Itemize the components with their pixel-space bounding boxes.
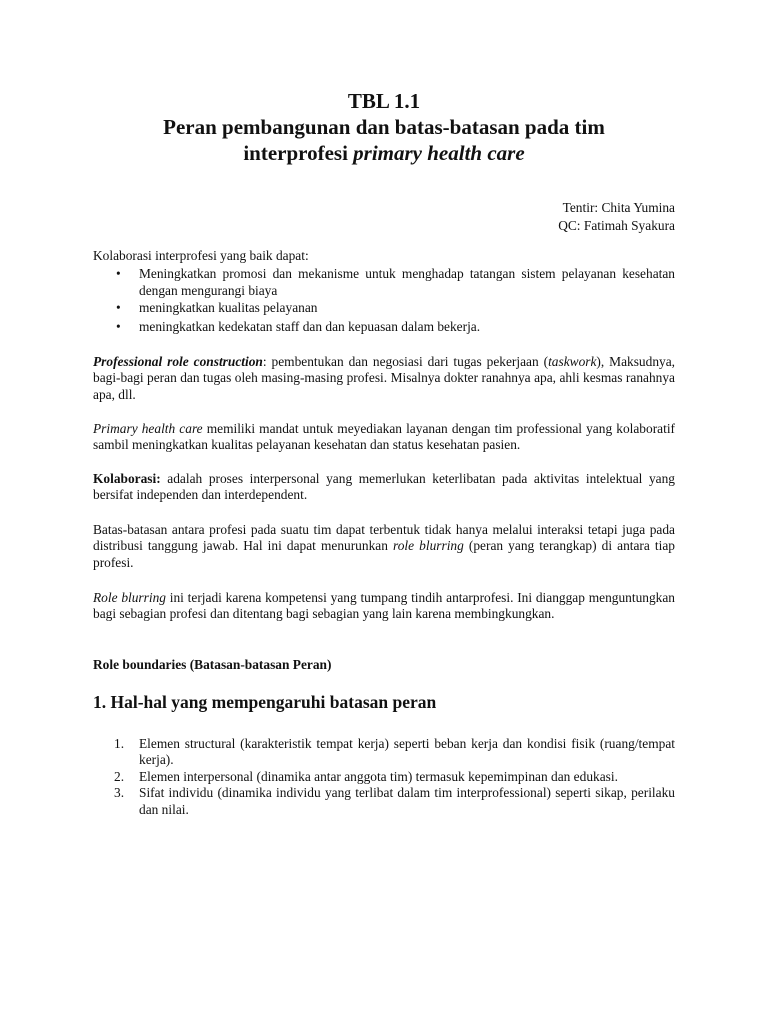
list-item-text: meningkatkan kualitas pelayanan — [139, 300, 318, 316]
list-item-text: Sifat individu (dinamika individu yang terlibat dalam tim interprofessional) seperti sikap, perilaku dan nilai. — [139, 785, 675, 817]
title-code: TBL 1.1 — [347, 89, 421, 113]
paragraph-role-blurring — [93, 590, 675, 623]
title-line — [93, 140, 675, 166]
list-number: 3. — [114, 785, 125, 801]
numbered-list — [93, 736, 675, 818]
paragraph-text: memiliki mandat untuk meyediakan layanan dengan tim professional yang kolaboratif sambil meningkatkan kualitas pelayanan kesehatan dan status kesehatan pasien. — [93, 421, 675, 453]
paragraph-text: ), Maksudnya, bagi-bagi peran dan tugas oleh masing-masing profesi. Misalnya dokter ranahnya apa, ahli kesmas ranahnya apa, dll. — [93, 354, 675, 402]
paragraph-text: (peran yang terangkap) di antara tiap profesi. — [93, 538, 675, 570]
bullet-icon: • — [116, 318, 121, 334]
paragraph-kolaborasi — [93, 471, 675, 504]
qc-credit: QC: Fatimah Syakura — [558, 218, 675, 233]
term-role-blurring: role blurring — [393, 538, 464, 554]
list-item-text: meningkatkan kedekatan staff dan dan kepuasan dalam bekerja. — [139, 318, 481, 334]
intro-section — [93, 248, 675, 335]
term-primary-health-care: Primary health care — [93, 421, 203, 436]
term-professional-role-construction: Professional role construction — [93, 354, 263, 369]
list-number: 2. — [114, 768, 125, 784]
tentir-credit: Tentir: Chita Yumina — [562, 200, 675, 215]
paragraph-text: Batas-batasan antara profesi pada suatu tim dapat terbentuk tidak hanya melalui interaksi tetapi juga pada distribusi tanggung jawab. Hal ini dapat menurunkan — [93, 522, 675, 554]
title-emphasis: primary health care — [353, 141, 525, 165]
title-text: interprofesi — [243, 141, 354, 165]
document-title — [93, 88, 675, 166]
bullet-icon: • — [116, 300, 121, 316]
list-item — [93, 769, 675, 785]
paragraph-batas-batasan — [93, 522, 675, 571]
list-item-text: Meningkatkan promosi dan mekanisme untuk menghadap tatangan sistem pelayanan kesehatan dengan mengurangi biaya — [139, 266, 675, 298]
list-number: 1. — [114, 736, 125, 751]
list-item — [93, 300, 675, 316]
list-item — [93, 785, 675, 818]
intro-bullet-list — [93, 266, 675, 335]
term-kolaborasi: Kolaborasi: — [93, 471, 161, 486]
title-line: Peran pembangunan dan batas-batasan pada tim — [163, 115, 605, 139]
paragraph-text: adalah proses interpersonal yang memerlukan keterlibatan pada aktivitas intelektual yang bersifat independen dan interdependent. — [93, 471, 675, 503]
list-item-text: Elemen interpersonal (dinamika antar anggota tim) termasuk kepemimpinan dan edukasi. — [139, 768, 618, 784]
list-item — [93, 266, 675, 299]
list-item — [93, 736, 675, 769]
paragraph-text: : pembentukan dan negosiasi dari tugas pekerjaan ( — [262, 354, 549, 369]
paragraph-professional-role — [93, 354, 675, 403]
list-item — [93, 319, 675, 335]
list-item-text: Elemen structural (karakteristik tempat kerja) seperti beban kerja dan kondisi fisik (ruang/tempat kerja). — [139, 736, 675, 768]
term-role-blurring: Role blurring — [93, 590, 166, 605]
subheading-role-boundaries: Role boundaries (Batasan-batasan Peran) — [93, 657, 332, 672]
intro-lead: Kolaborasi interprofesi yang baik dapat: — [93, 248, 309, 263]
section-heading: 1. Hal-hal yang mempengaruhi batasan peran — [93, 692, 437, 712]
paragraph-text: ini terjadi karena kompetensi yang tumpang tindih antarprofesi. Ini dianggap menguntungkan bagi sebagian profesi dan ditentang bagi sebagian yang lain karena membingkungkan. — [93, 590, 676, 622]
bullet-icon: • — [116, 266, 121, 282]
term-taskwork: taskwork — [548, 354, 597, 369]
paragraph-primary-health-care — [93, 421, 675, 454]
credits — [93, 199, 675, 235]
